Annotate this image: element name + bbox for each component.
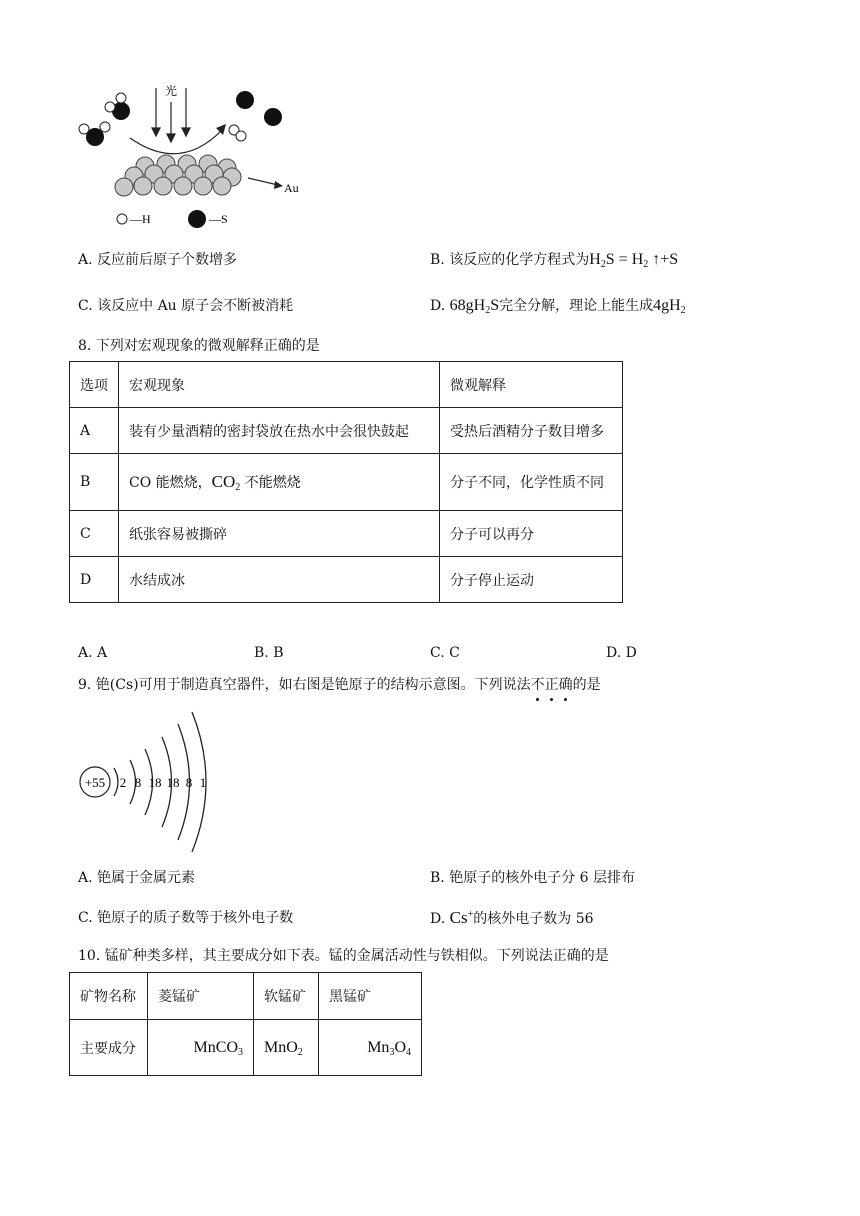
q10-table (69, 972, 422, 1076)
row-option: C (70, 511, 119, 557)
row-explanation: 分子可以再分 (440, 511, 623, 557)
nucleus-charge: +55 (84, 775, 106, 790)
row-phenomenon: 纸张容易被撕碎 (119, 511, 440, 557)
shell-count: 18 (166, 775, 180, 790)
mineral-name-header: 矿物名称 (70, 973, 148, 1020)
reaction-curve-arrow (130, 130, 222, 154)
s-atom-product-1 (236, 91, 254, 109)
table-row (70, 557, 623, 603)
shell-count: 2 (119, 775, 127, 790)
table-row (70, 511, 623, 557)
table-row (70, 408, 623, 454)
light-label: 光 (165, 84, 178, 98)
main-component-header: 主要成分 (70, 1020, 148, 1076)
legend-s-label: —S (209, 212, 228, 226)
row-explanation: 分子停止运动 (440, 557, 623, 603)
row-option: D (70, 557, 119, 603)
cesium-atom-structure-diagram (74, 705, 224, 857)
q8-stem: 8. 下列对宏观现象的微观解释正确的是 (78, 338, 320, 354)
row-phenomenon: 水结成冰 (119, 557, 440, 603)
header-phenomenon: 宏观现象 (119, 362, 440, 408)
table-row (70, 973, 422, 1020)
q8-choice-a: A. A (78, 645, 108, 661)
q10-stem: 10. 锰矿种类多样，其主要成分如下表。锰的金属活动性与铁相似。下列说法正确的是 (78, 948, 609, 964)
legend-h-icon (117, 214, 127, 224)
q7-option-d: D. $68gH_2S$完全分解，理论上能生成$4gH_2$ (430, 297, 686, 316)
emphasis-char: 正 (544, 677, 559, 693)
mineral-pyrolusite: 软锰矿 (254, 973, 319, 1020)
q9-stem: 9. 铯(Cs)可用于制造真空器件，如右图是铯原子的结构示意图。下列说法不正确的是 (78, 677, 601, 693)
mineral-rhodochrosite: 菱锰矿 (148, 973, 254, 1020)
row-option: A (70, 408, 119, 454)
header-explanation: 微观解释 (440, 362, 623, 408)
table-header-row (70, 362, 623, 408)
row-explanation: 分子不同，化学性质不同 (440, 454, 623, 511)
formula-mnco3: MnCO$_3$ (148, 1020, 254, 1076)
q8-choice-d: D. D (606, 645, 637, 661)
shell-count: 1 (199, 775, 207, 790)
q9-option-a: A. 铯属于金属元素 (78, 870, 196, 886)
legend-h-label: —H (130, 212, 151, 226)
au-label: Au (284, 181, 299, 195)
q8-table (69, 361, 623, 603)
q7-option-a: A. 反应前后原子个数增多 (78, 252, 238, 268)
h2s-molecule-left-1 (105, 93, 130, 120)
shell-electron-counts (120, 775, 207, 790)
formula-mn3o4: $Mn_3O_4$ (319, 1020, 422, 1076)
header-option: 选项 (70, 362, 119, 408)
emphasis-char: 确 (558, 677, 573, 693)
s-atom-product-2 (264, 108, 282, 126)
reaction-diagram (70, 78, 310, 238)
curve-arrowhead (216, 124, 226, 135)
au-catalyst-cluster (115, 155, 241, 196)
h2-molecule-product (229, 125, 246, 141)
equation-h2s-decomposition: $H_2S = H_2$ ↑+S (589, 251, 679, 270)
formula-mno2: MnO$_2$ (254, 1020, 319, 1076)
q9-option-d: D. Cs+的核外电子数为 56 (430, 908, 594, 927)
q9-option-c: C. 铯原子的质子数等于核外电子数 (78, 910, 294, 926)
row-phenomenon: 装有少量酒精的密封袋放在热水中会很快鼓起 (119, 408, 440, 454)
q7-option-c: C. 该反应中 Au 原子会不断被消耗 (78, 298, 294, 314)
emphasis-char: 不 (530, 677, 545, 693)
shell-count: 8 (185, 775, 193, 790)
mineral-hausmannite: 黑锰矿 (319, 973, 422, 1020)
q8-choice-c: C. C (430, 645, 460, 661)
shell-count: 8 (134, 775, 142, 790)
legend-s-icon (188, 210, 206, 228)
row-explanation: 受热后酒精分子数目增多 (440, 408, 623, 454)
row-phenomenon: CO 能燃烧，$CO_2$ 不能燃烧 (119, 454, 440, 511)
h2s-molecule-left-2 (79, 122, 110, 146)
q7-option-b: B. 该反应的化学方程式为$H_2S = H_2$ ↑+S (430, 251, 679, 270)
q8-choice-b: B. B (254, 645, 284, 661)
table-row (70, 1020, 422, 1076)
table-row (70, 454, 623, 511)
q9-option-b: B. 铯原子的核外电子分 6 层排布 (430, 870, 635, 886)
shell-count: 18 (148, 775, 162, 790)
row-option: B (70, 454, 119, 511)
